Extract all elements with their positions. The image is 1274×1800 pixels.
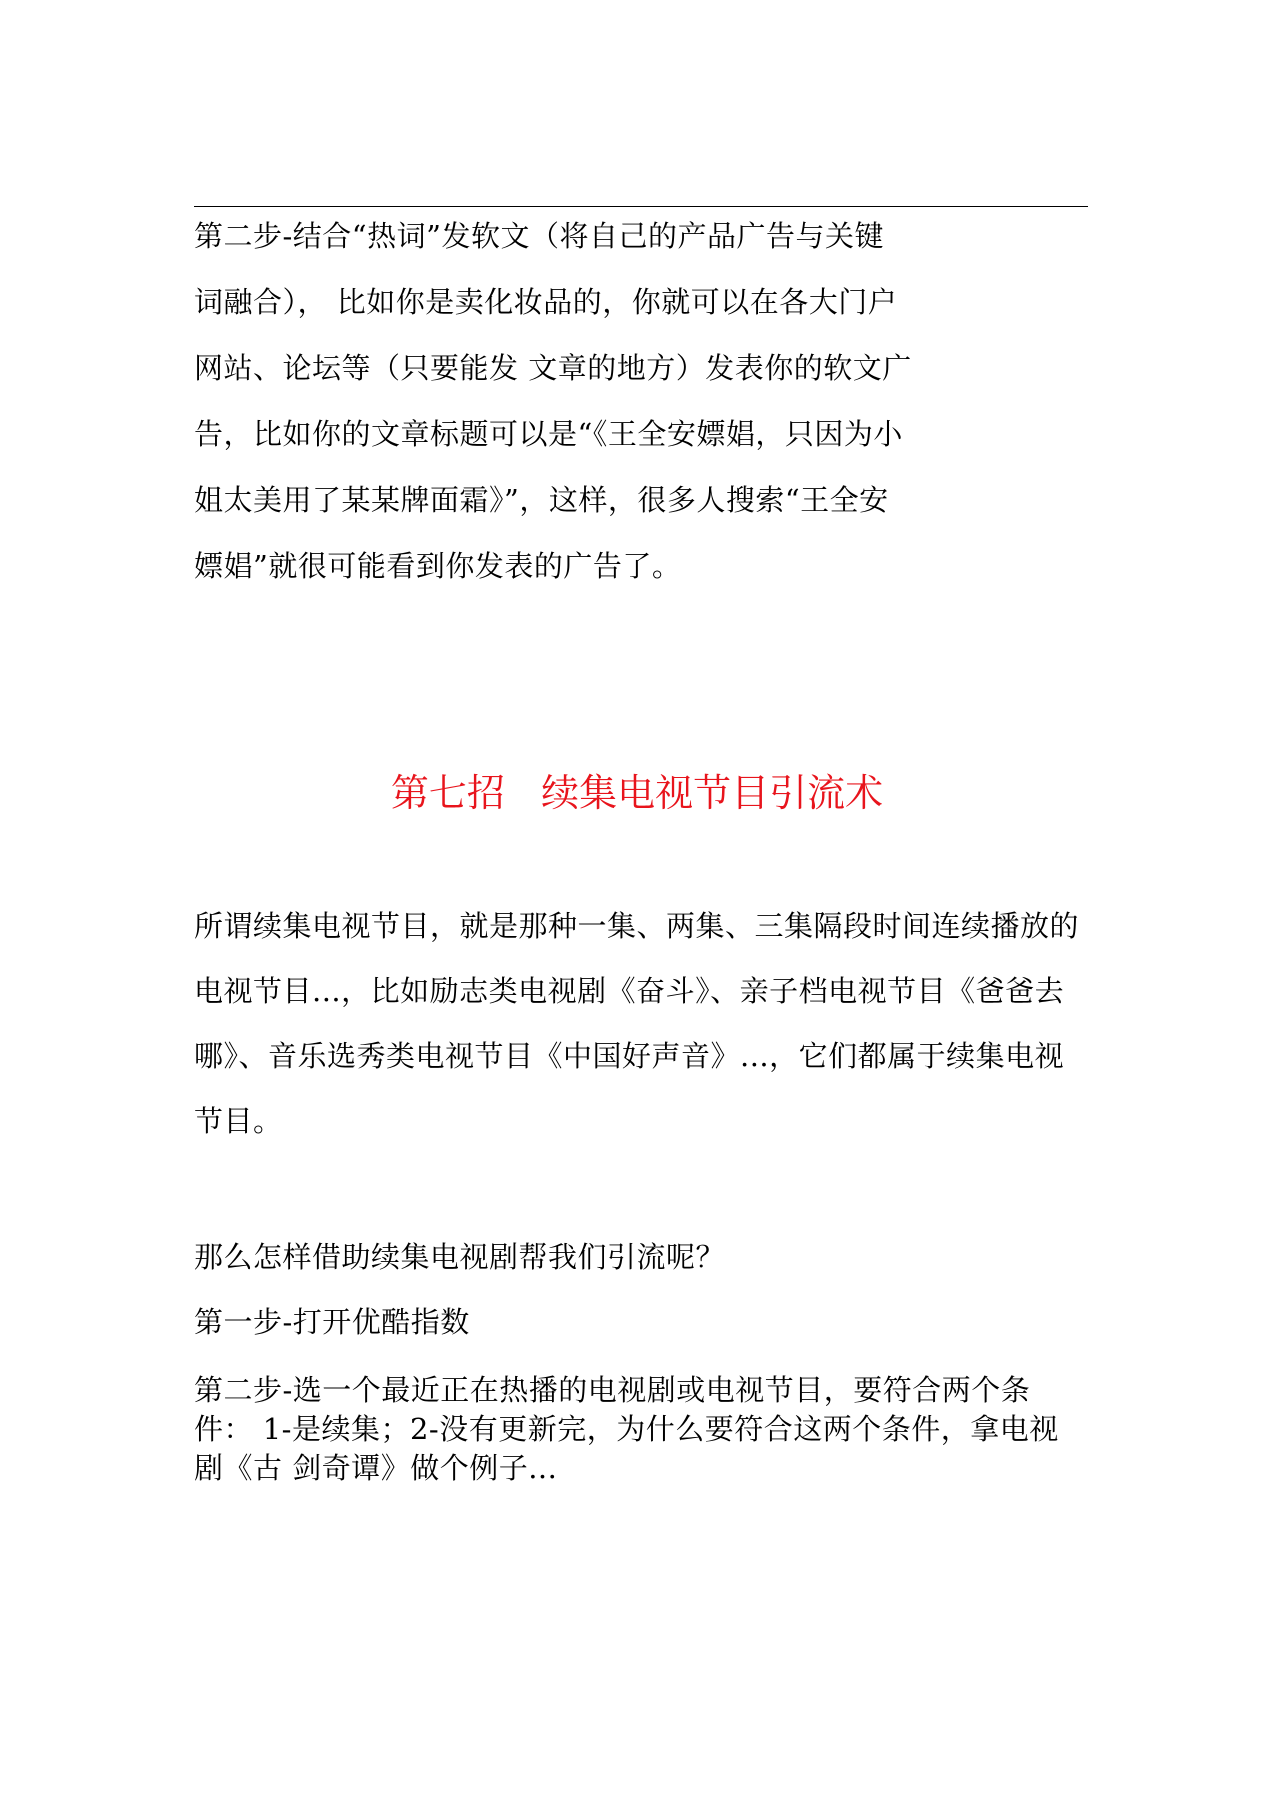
paragraph-line: 网站、论坛等（只要能发 文章的地方）发表你的软文广 — [194, 351, 912, 385]
header-rule — [194, 206, 1088, 207]
section-heading: 第七招 续集电视节目引流术 — [390, 771, 884, 815]
step2-line: 件： 1-是续集；2-没有更新完，为什么要符合这两个条件，拿电视 — [194, 1412, 1059, 1446]
paragraph-line: 哪》、音乐选秀类电视节目《中国好声音》...，它们都属于续集电视 — [194, 1039, 1065, 1073]
paragraph-line: 电视节目...，比如励志类电视剧《奋斗》、亲子档电视节目《爸爸去 — [194, 974, 1065, 1008]
paragraph-line: 第二步-结合“热词”发软文（将自己的产品广告与关键 — [194, 219, 884, 253]
paragraph-line: 嫖娼”就很可能看到你发表的广告了。 — [194, 549, 682, 583]
question-line: 那么怎样借助续集电视剧帮我们引流呢？ — [194, 1240, 726, 1274]
step1-line: 第一步-打开优酷指数 — [194, 1305, 470, 1339]
step2-line: 剧《古 剑奇谭》做个例子... — [194, 1451, 558, 1485]
step2-line: 第二步-选一个最近正在热播的电视剧或电视节目，要符合两个条 — [194, 1373, 1031, 1407]
paragraph-line: 告，比如你的文章标题可以是“《王全安嫖娼，只因为小 — [194, 417, 903, 451]
paragraph-line: 所谓续集电视节目，就是那种一集、两集、三集隔段时间连续播放的 — [194, 909, 1080, 943]
paragraph-line: 节目。 — [194, 1104, 283, 1138]
paragraph-line: 姐太美用了某某牌面霜》”，这样，很多人搜索“王全安 — [194, 483, 889, 517]
paragraph-line: 词融合）， 比如你是卖化妆品的，你就可以在各大门户 — [194, 285, 898, 319]
